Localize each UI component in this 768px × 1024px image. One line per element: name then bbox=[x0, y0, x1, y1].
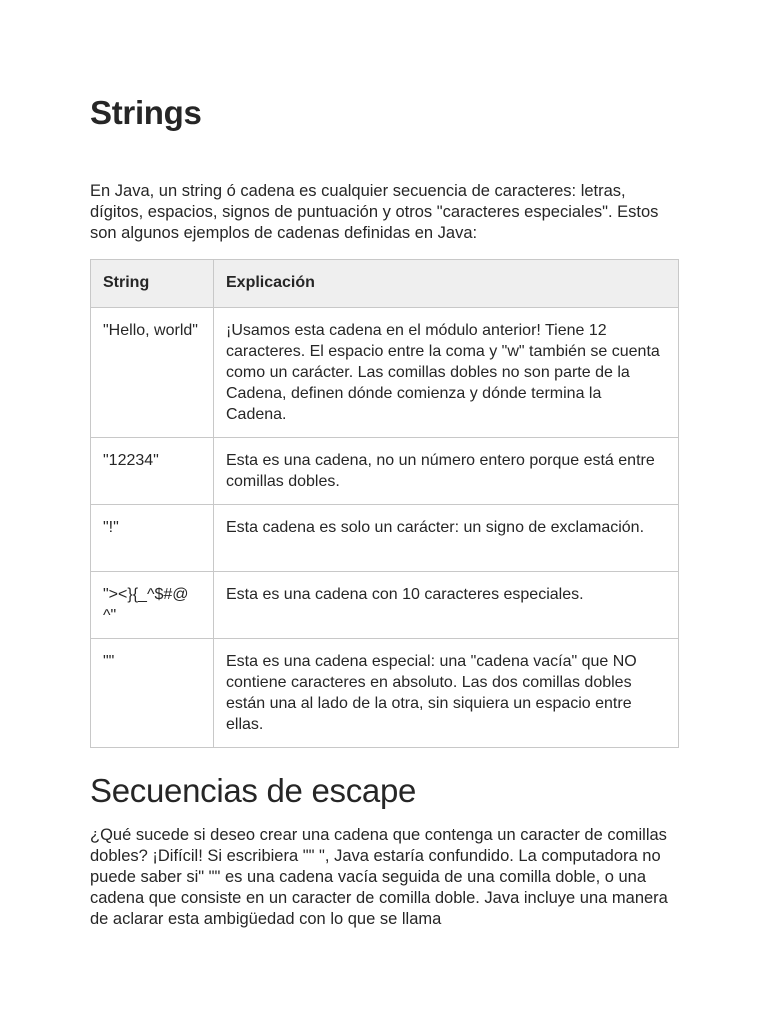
cell-explanation: Esta es una cadena especial: una "cadena vacía" que NO contiene caracteres en absoluto. Las dos comillas dobles están una al lado de la otra, sin siquiera un espacio entre ellas. bbox=[214, 639, 679, 748]
table-header-row bbox=[91, 260, 679, 308]
cell-string: "Hello, world" bbox=[91, 308, 214, 438]
cell-string: "!" bbox=[91, 505, 214, 572]
table-row bbox=[91, 639, 679, 748]
strings-table bbox=[90, 259, 679, 748]
header-explanation: Explicación bbox=[214, 260, 679, 308]
cell-explanation: Esta es una cadena con 10 caracteres especiales. bbox=[214, 572, 679, 639]
table-row bbox=[91, 505, 679, 572]
intro-paragraph: En Java, un string ó cadena es cualquier secuencia de caracteres: letras, dígitos, espacios, signos de puntuación y otros "caracteres especiales". Estos son algunos ejemplos de cadenas definidas en Java: bbox=[90, 182, 659, 242]
section-title-escape-sequences: Secuencias de escape bbox=[90, 772, 417, 809]
cell-explanation: Esta cadena es solo un carácter: un signo de exclamación. bbox=[214, 505, 679, 572]
table-row bbox=[91, 438, 679, 505]
cell-string: "12234" bbox=[91, 438, 214, 505]
page-title: Strings bbox=[90, 94, 202, 131]
escape-paragraph: ¿Qué sucede si deseo crear una cadena que contenga un caracter de comillas dobles? ¡Difícil! Si escribiera "" ", Java estaría confundido. La computadora no puede saber si" "" es una cadena vacía seguida de una comilla doble, o una cadena que consiste en un caracter de comilla doble. Java incluye una manera de aclarar esta ambigüedad con lo que se llama bbox=[90, 826, 668, 928]
cell-string: "><}{_^$#@^" bbox=[91, 572, 214, 639]
cell-explanation: ¡Usamos esta cadena en el módulo anterior! Tiene 12 caracteres. El espacio entre la coma y "w" también se cuenta como un carácter. Las comillas dobles no son parte de la Cadena, definen dónde comienza y dónde termina la Cadena. bbox=[214, 308, 679, 438]
table-row bbox=[91, 308, 679, 438]
header-string: String bbox=[91, 260, 214, 308]
cell-string: "" bbox=[91, 639, 214, 748]
table-row bbox=[91, 572, 679, 639]
cell-explanation: Esta es una cadena, no un número entero porque está entre comillas dobles. bbox=[214, 438, 679, 505]
